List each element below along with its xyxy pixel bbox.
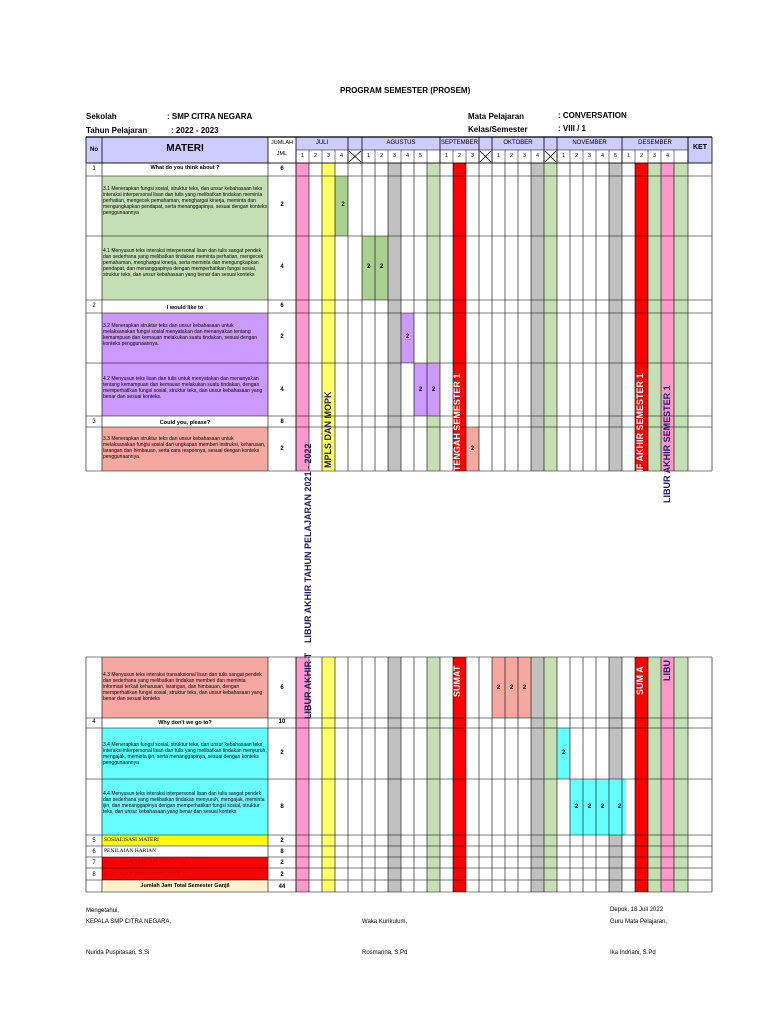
row8-jml: 2 bbox=[280, 872, 284, 878]
week-label-november-4: 4 bbox=[600, 153, 605, 159]
sas-banner-top: SUMATIF AKHIR SEMESTER 1 bbox=[635, 373, 645, 503]
sts-banner-top: SUMATIF TENGAH SEMESTER 1 bbox=[452, 373, 462, 513]
libur-banner-bottom: LIBUR AKHIR T bbox=[303, 652, 313, 719]
row1-no: 1 bbox=[92, 166, 96, 172]
row3a-val: 2 bbox=[470, 446, 475, 452]
row3-jml: 8 bbox=[280, 419, 284, 425]
week-label-oktober-3: 3 bbox=[522, 153, 527, 159]
row4b-val2: 2 bbox=[587, 804, 592, 810]
week-label-september-3: 3 bbox=[470, 153, 475, 159]
kelas-value: : VIII / 1 bbox=[558, 124, 587, 133]
row2-jml: 6 bbox=[280, 303, 284, 309]
guru-name: Ika Indriani, S.Pd bbox=[610, 950, 656, 956]
sts-banner-bottom: SUMAT bbox=[452, 665, 462, 697]
page-title: PROGRAM SEMESTER (PROSEM) bbox=[340, 86, 471, 95]
row8-title: PENILAIAN AKHIR SEMESTER 1 bbox=[104, 871, 186, 877]
sign-date: Depok, 18 Juli 2022 bbox=[610, 907, 664, 913]
header-ket: KET bbox=[693, 144, 707, 151]
week-label-november-1: 1 bbox=[561, 153, 566, 159]
row3b-val3: 2 bbox=[522, 685, 527, 691]
waka-title: Waka Kurikulum, bbox=[362, 919, 408, 925]
row3b-val2: 2 bbox=[509, 685, 514, 691]
month-label-september: SEPTEMBER bbox=[440, 140, 478, 146]
week-label-september-1: 1 bbox=[444, 153, 449, 159]
week-label-desember-3: 3 bbox=[652, 153, 657, 159]
row4a-text: 3.4 Menerapkan fungsi sosial, struktur teks, dan unsur kebahasaan teks interaksi interpersonal lisan dan tulis yang melibatkan tindakan menyuruh, mengajak, meminta ijin, serta menanggapinya, sesuai dengan konteks penggunaannya bbox=[103, 742, 267, 766]
month-label-desember: DESEMBER bbox=[638, 140, 672, 146]
week-label-oktober-1: 1 bbox=[496, 153, 501, 159]
mapel-value: : CONVERSATION bbox=[558, 111, 627, 120]
month-label-agustus: AGUSTUS bbox=[386, 140, 416, 146]
month-label-oktober: OKTOBER bbox=[503, 140, 533, 146]
row4-title: Why don't we go to? bbox=[158, 720, 212, 726]
row8-no: 8 bbox=[92, 872, 96, 878]
week-label-agustus-2: 2 bbox=[379, 153, 384, 159]
row1-jml: 6 bbox=[280, 166, 284, 172]
row5-jml: 2 bbox=[280, 838, 284, 844]
row2a-jml: 2 bbox=[280, 334, 284, 340]
row4-jml: 10 bbox=[278, 719, 286, 725]
row1-title: What do you think about ? bbox=[150, 165, 220, 171]
week-label-juli-2: 2 bbox=[313, 153, 318, 159]
row2b-text: 4.2 Menyusun teks lisan dan tulis untuk menyatakan dan menanyakan tentang kemampuan dan kemauan melakukan suatu tindakan, dengan memperhatikan fungsi sosial, struktur teks, dan unsur kebahasaan yang benar dan sesuai konteks. bbox=[103, 376, 263, 400]
row2a-val: 2 bbox=[405, 334, 410, 340]
week-label-desember-1: 1 bbox=[626, 153, 631, 159]
row1b-val2: 2 bbox=[379, 264, 384, 270]
week-label-agustus-3: 3 bbox=[392, 153, 397, 159]
week-label-agustus-1: 1 bbox=[366, 153, 371, 159]
header-jumlah: JUMLAH bbox=[270, 140, 293, 146]
row4a-val: 2 bbox=[561, 750, 566, 756]
row1a-text: 3.1 Menerapkan fungsi sosial, struktur teks, dan unsur kebahasaan teks interaksi interpersonal lisan dan tulis yang melibatkan tindakan meminta perhatian, mengecek pemahaman, menghargai kinerja, meminta dan mengungkapkan pendapat, serta menanggapinya, sesuai dengan konteks penggunaannya bbox=[103, 186, 268, 216]
vertical-banners-bottom bbox=[296, 652, 696, 719]
row6-no: 6 bbox=[92, 849, 96, 855]
week-label-agustus-5: 5 bbox=[418, 153, 423, 159]
row4b-text: 4.4 Menyusun teks interaksi interpersonal lisan dan tulis sangat pendek dan sederhana yang melibatkan tindakan menyuruh, mengajak, meminta ijin, dan menanggapinya dengan memperhatikan fungsi sosial, struktur teks, dan unsur kebahasaan yang benar dan sesuai konteks bbox=[103, 791, 265, 815]
row2b-val1: 2 bbox=[418, 387, 423, 393]
row2-no: 2 bbox=[92, 303, 96, 309]
week-label-desember-4: 4 bbox=[665, 153, 670, 159]
row4a-jml: 2 bbox=[280, 750, 284, 756]
week-label-desember-2: 2 bbox=[639, 153, 644, 159]
week-label-september-2: 2 bbox=[457, 153, 462, 159]
header-no: No bbox=[90, 147, 98, 153]
row7-jml: 2 bbox=[280, 860, 284, 866]
row5-title: SOSIALISASI MATERI bbox=[104, 837, 159, 843]
libur2-banner-bottom: LIBU bbox=[662, 660, 672, 681]
row1a-jml: 2 bbox=[280, 202, 284, 208]
row6-jml: 8 bbox=[280, 849, 284, 855]
week-label-juli-4: 4 bbox=[339, 153, 344, 159]
row7-no: 7 bbox=[92, 860, 96, 866]
week-label-juli-3: 3 bbox=[326, 153, 331, 159]
row2b-val2: 2 bbox=[431, 387, 436, 393]
kepala-title: KEPALA SMP CITRA NEGARA, bbox=[86, 919, 172, 925]
row4b-jml: 8 bbox=[280, 804, 284, 810]
total-label: Jumlah Jam Total Semester Ganjil bbox=[140, 883, 230, 889]
row2b-jml: 4 bbox=[280, 387, 284, 393]
week-label-agustus-4: 4 bbox=[405, 153, 410, 159]
header-jml: JML bbox=[276, 151, 288, 157]
row3b-text: 4.3 Menyusun teks interaksi transaksional lisan dan tulis sangat pendek dan sederhana yang melibatkan tindakan memberi dan meminta informasi terkait keharusan, larangan, dan himbauan, dengan memperhatikan fungsi sosial, struktur teks, dan unsur kebahasaan yang benar dan sesuai konteks bbox=[103, 672, 263, 702]
row3a-text: 3.3 Menerapkan struktur teks dan unsur kebahasaan untuk melaksanakan fungsi sosial dari ungkapan memberi instruksi, keharusan, larangan dan himbauan, serta cara responnya, sesuai dengan konteks penggunaannya. bbox=[103, 436, 266, 460]
week-label-oktober-2: 2 bbox=[509, 153, 514, 159]
row2-title: I would like to bbox=[166, 305, 204, 311]
row4b-val4: 2 bbox=[617, 804, 622, 810]
row4b-val1: 2 bbox=[574, 804, 579, 810]
row1b-text: 4.1 Menyusun teks interaksi interpersonal lisan dan tulis sangat pendek dan sederhana yang melibatkan tindakan meminta perhatian, mengecek pemahaman, menghargai kinerja, serta meminta dan mengungkapkan pendapat, dan menanggapinya dengan memperhatikan fungsi sosial, struktur teks, dan unsur kebahasaan yang benar dan sesuai konteks bbox=[103, 248, 264, 278]
week-label-juli-1: 1 bbox=[300, 153, 305, 159]
guru-title: Guru Mata Pelajaran, bbox=[610, 919, 668, 925]
week-label-november-3: 3 bbox=[587, 153, 592, 159]
row3-title: Could you, please? bbox=[159, 420, 211, 426]
mapel-label: Mata Pelajaran bbox=[468, 112, 525, 121]
libur-banner-top: LIBUR AKHIR TAHUN PELAJARAN 2021 - 2022 bbox=[303, 443, 313, 643]
tahun-label: Tahun Pelajaran bbox=[86, 126, 148, 135]
month-label-november: NOVEMBER bbox=[572, 140, 607, 146]
month-label-juli: JULI bbox=[315, 140, 329, 146]
waka-name: Rosmarina, S.Pd bbox=[362, 950, 408, 956]
mengetahui-label: Mengetahui, bbox=[86, 908, 120, 914]
row2a-text: 3.2 Menerapkan struktur teks dan unsur kebahasaan untuk melaksanakan fungsi sosial menyatakan dan menanyakan tentang kemampuan dan kemauan melakukan suatu tindakan, sesuai dengan konteks penggunaannya. bbox=[103, 323, 257, 347]
kepala-name: Nurida Puspitasari, S.Si bbox=[86, 950, 150, 956]
kelas-label: Kelas/Semester bbox=[468, 125, 528, 134]
sekolah-value: : SMP CITRA NEGARA bbox=[167, 112, 253, 121]
row4-no: 4 bbox=[92, 719, 96, 725]
row6-title: PENILAIAN HARIAN bbox=[104, 848, 157, 854]
row4b-val3: 2 bbox=[600, 804, 605, 810]
row3a-jml: 2 bbox=[280, 446, 284, 452]
total-jml: 44 bbox=[278, 884, 286, 890]
mpls-banner-top: MPLS DAN MOPK bbox=[323, 391, 333, 468]
row3b-jml: 6 bbox=[280, 685, 284, 691]
sas-banner-bottom: SUM A bbox=[635, 666, 645, 695]
week-label-oktober-4: 4 bbox=[535, 153, 540, 159]
tahun-value: : 2022 - 2023 bbox=[171, 126, 219, 135]
sekolah-label: Sekolah bbox=[86, 112, 117, 121]
row5-no: 5 bbox=[92, 838, 96, 844]
header-materi: MATERI bbox=[166, 143, 204, 154]
week-label-november-5: 5 bbox=[613, 153, 618, 159]
row3b-val1: 2 bbox=[496, 685, 501, 691]
row1b-jml: 4 bbox=[280, 264, 284, 270]
row1a-val: 2 bbox=[341, 202, 345, 208]
libur2-banner-top: LIBUR AKHIR SEMESTER 1 bbox=[662, 385, 672, 503]
vertical-banners-top bbox=[296, 163, 696, 643]
week-label-november-2: 2 bbox=[574, 153, 579, 159]
row3-no: 3 bbox=[92, 419, 96, 425]
row1b-val1: 2 bbox=[366, 264, 371, 270]
row7-title: PENILAIAN TENGAH SEMESTER 1 bbox=[104, 859, 191, 865]
